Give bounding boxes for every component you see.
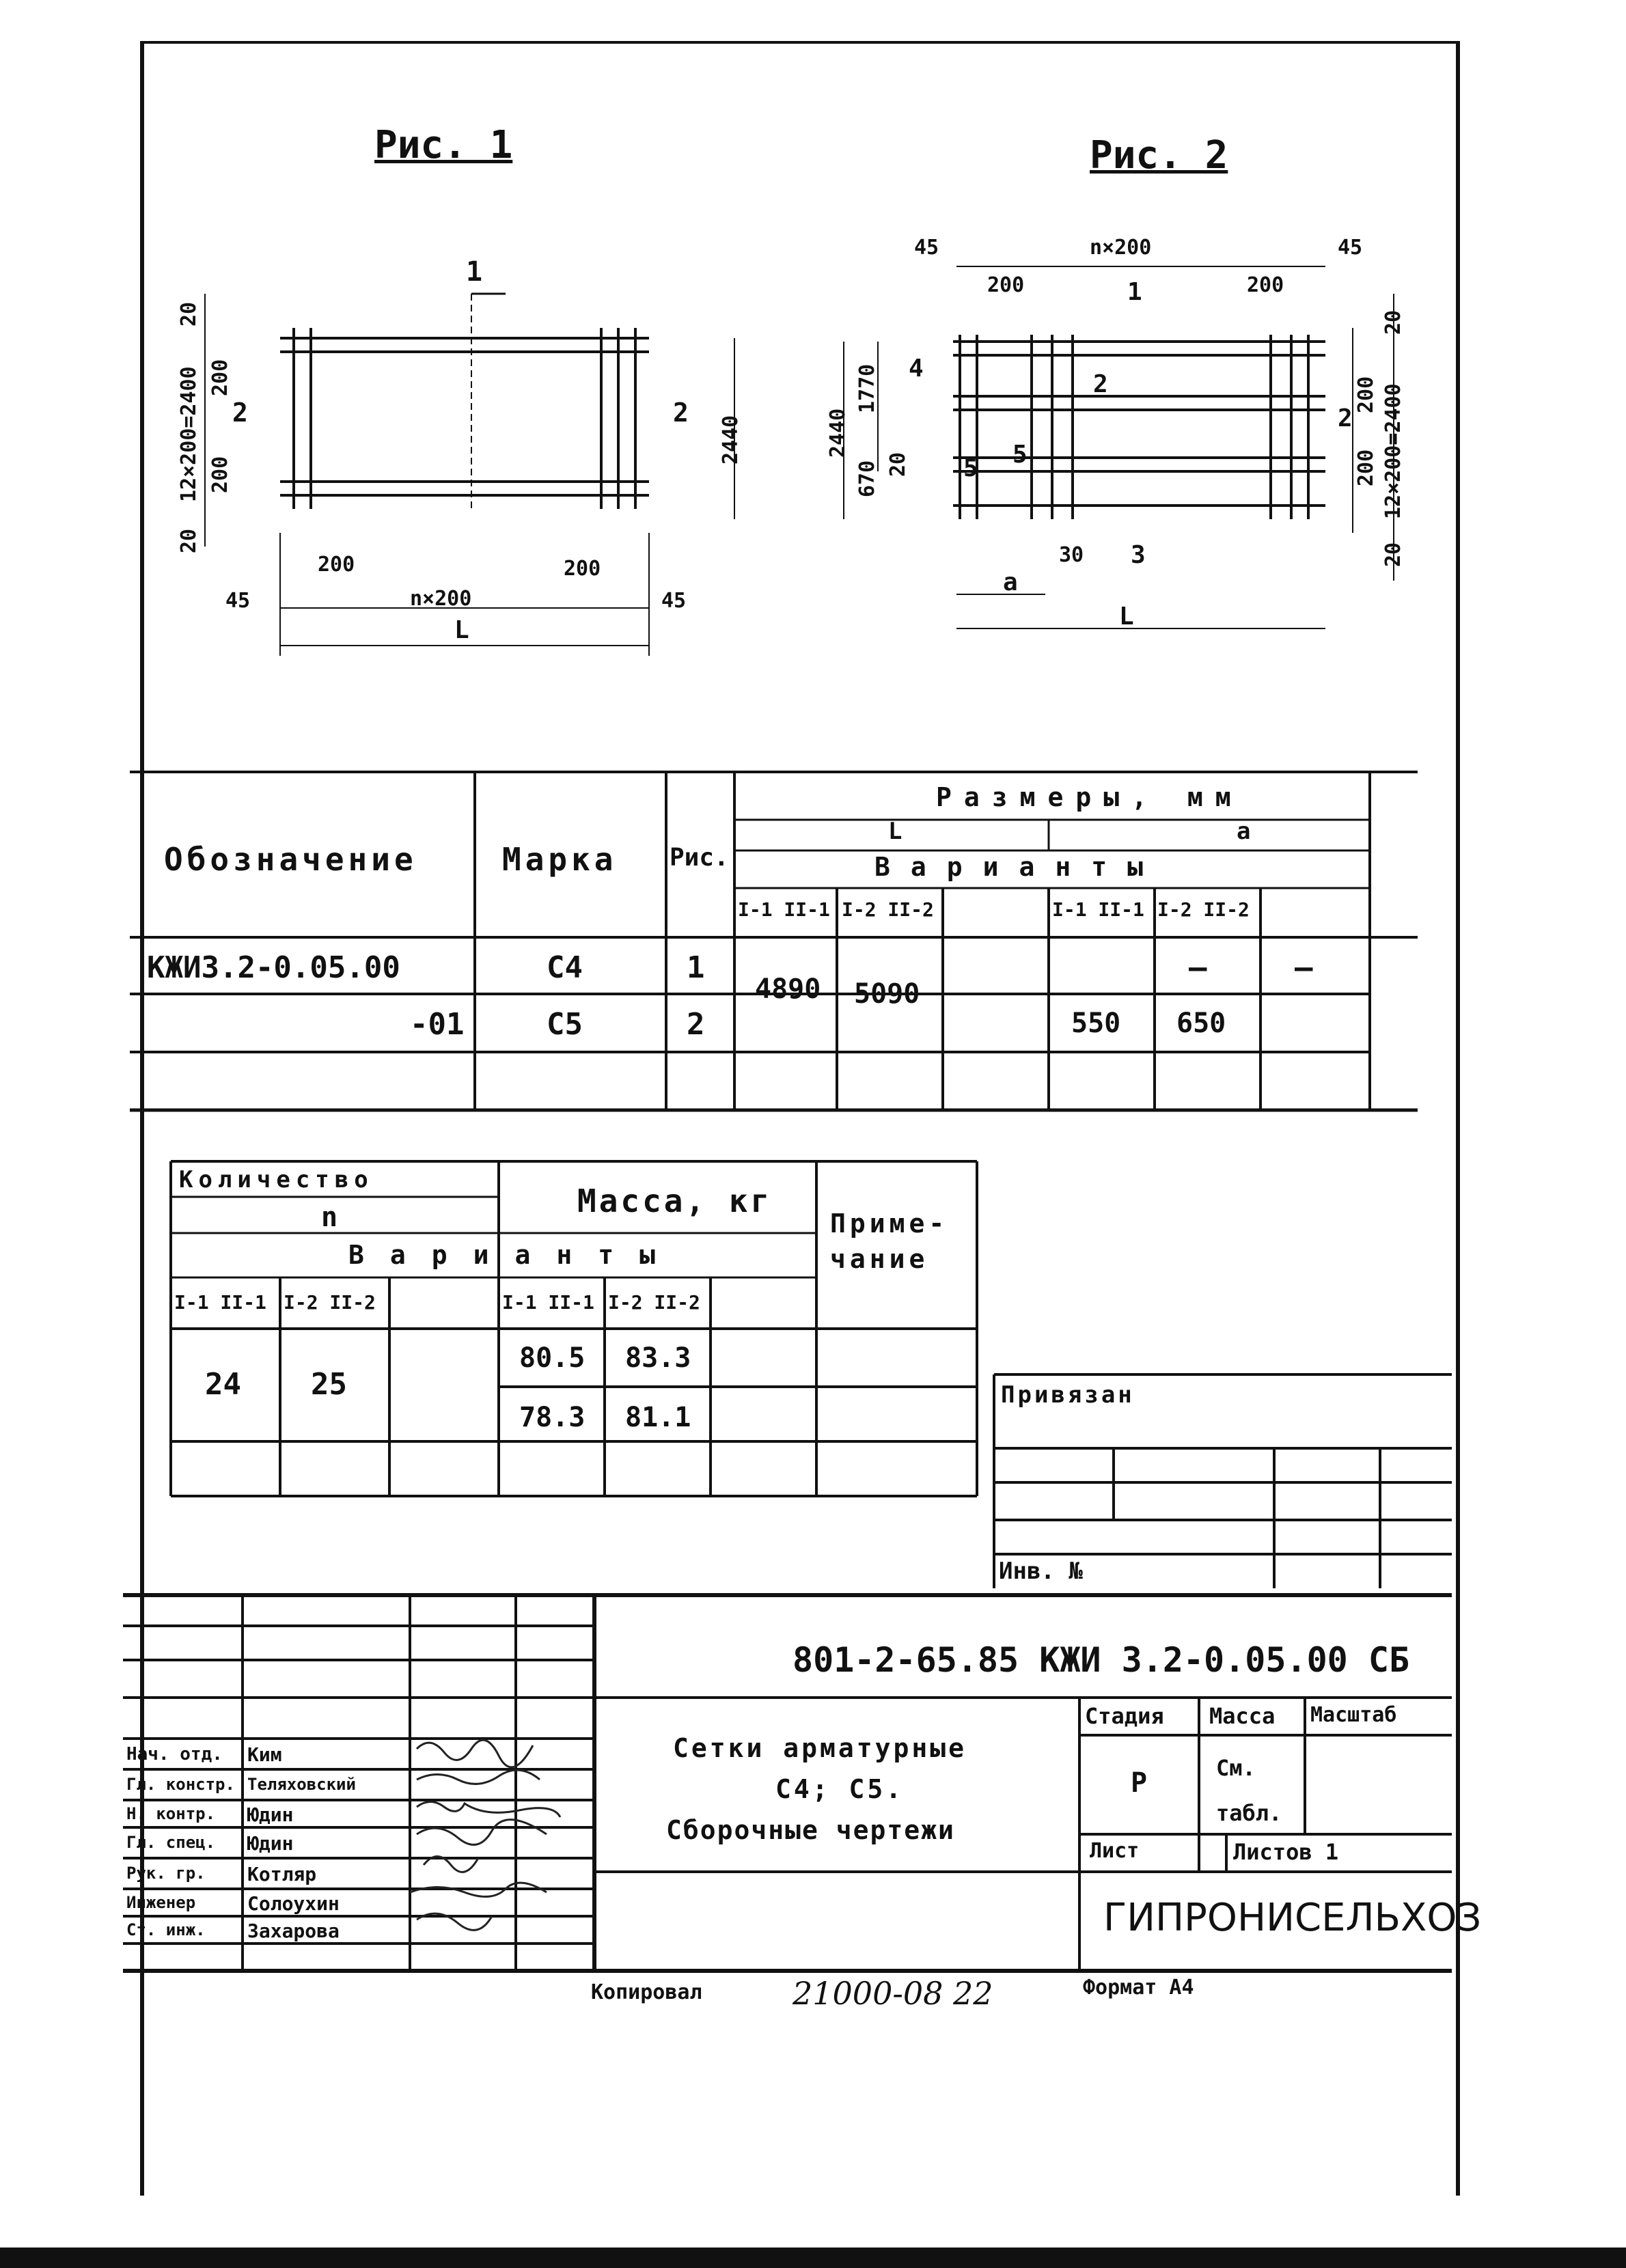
table1-header-designation: Обозначение <box>164 841 417 878</box>
signatures-image <box>410 1735 601 1974</box>
bottom-border-bar <box>0 2248 1626 2268</box>
fig2-mark-3: 3 <box>1131 541 1146 569</box>
fig1-dim-200-right: 200 <box>564 557 601 581</box>
binding-label: Привязан <box>1001 1381 1135 1409</box>
role-7: Ст. инж. <box>126 1920 206 1939</box>
table2-header-mass: Масса, кг <box>577 1183 773 1219</box>
table2-row2-mass1: 78.3 <box>519 1402 585 1433</box>
fig2-title: Рис. 2 <box>1090 133 1228 178</box>
person-4: Юдин <box>247 1832 294 1855</box>
table1-header-fig: Рис. <box>670 844 729 872</box>
person-2: Теляховский <box>247 1775 356 1794</box>
fig1-dim-200-left: 200 <box>318 553 355 577</box>
table1-row1-fig: 1 <box>687 950 705 985</box>
fig1-dim-L: L <box>454 616 469 644</box>
mass-header: Масса <box>1209 1703 1276 1729</box>
role-4: Гл. спец. <box>126 1833 216 1852</box>
table1-header-L: L <box>888 818 902 845</box>
fig1-dim-45-right: 45 <box>661 589 687 613</box>
fig2-mark-4: 4 <box>909 355 924 383</box>
fig2-dim-200-right-top: 200 <box>1354 376 1378 413</box>
table2-var-q1: I-1 II-1 <box>174 1291 266 1314</box>
table2-header-n: n <box>321 1202 338 1233</box>
fig1-dim-20-bottom: 20 <box>177 528 201 553</box>
person-7: Захарова <box>247 1920 340 1942</box>
fig2-dim-2440: 2440 <box>826 408 850 458</box>
organization-name: ГИПРОНИСЕЛЬХОЗ <box>1103 1896 1482 1940</box>
table2-n2: 25 <box>311 1367 347 1402</box>
sheets-total: Листов 1 <box>1233 1839 1339 1865</box>
fig2-dim-30: 30 <box>1059 543 1084 567</box>
table2-header-qty: Количество <box>179 1166 374 1193</box>
fig2-dim-20-top: 20 <box>1381 309 1405 335</box>
person-6: Солоухин <box>247 1892 340 1915</box>
table2-var-q2: I-2 II-2 <box>284 1291 376 1314</box>
person-1: Ким <box>247 1743 282 1766</box>
table1-L2-value: 5090 <box>854 978 920 1010</box>
fig2-mark-5b: 5 <box>1012 441 1028 469</box>
fig1-dim-left-total: 12×200=2400 <box>177 366 201 502</box>
table1-var-a1: I-1 II-1 <box>1052 898 1144 921</box>
stage-header: Стадия <box>1085 1703 1164 1729</box>
fig1-dim-200-top-left: 200 <box>208 359 232 396</box>
table1-row2-a1: 550 <box>1071 1008 1121 1039</box>
table2-var-m2: I-2 II-2 <box>608 1291 700 1314</box>
fig2-dim-45-left: 45 <box>914 236 939 260</box>
table2-header-note: Приме-чание <box>830 1208 949 1274</box>
fig2-dim-45-right: 45 <box>1338 236 1363 260</box>
fig1-mark-2-left: 2 <box>232 398 248 428</box>
document-code: 801-2-65.85 КЖИ 3.2-0.05.00 СБ <box>793 1640 1410 1680</box>
table1-row1-a1: — <box>1189 950 1207 985</box>
title-name-line3: Сборочные чертежи <box>666 1815 955 1845</box>
table1-var-L2: I-2 II-2 <box>842 898 934 921</box>
role-3: Н. контр. <box>126 1804 216 1823</box>
table1-row2-fig: 2 <box>687 1007 705 1042</box>
title-name-line1: Сетки арматурные <box>673 1733 967 1763</box>
fig1-dim-2440: 2440 <box>719 415 743 465</box>
title-name-line2: С4; С5. <box>775 1774 905 1804</box>
role-5: Рук. гр. <box>126 1864 206 1883</box>
table1-var-L1: I-1 II-1 <box>738 898 830 921</box>
fig2-dim-20-bottom: 20 <box>1381 542 1405 567</box>
fig2-dim-1770: 1770 <box>855 363 879 413</box>
fig2-dim-670: 670 <box>855 460 879 497</box>
fig2-mark-2: 2 <box>1093 370 1108 398</box>
fig2-mark-2-right: 2 <box>1338 404 1353 432</box>
fig1-dim-45-left: 45 <box>225 589 251 613</box>
fig2-dim-200-right: 200 <box>1247 273 1284 297</box>
mass-value: См. табл. <box>1216 1755 1282 1826</box>
table1-row1-designation: КЖИ3.2-0.05.00 <box>147 950 400 985</box>
fig2-dim-200-left: 200 <box>987 273 1025 297</box>
format-label: Формат А4 <box>1083 1976 1194 2000</box>
fig1-dim-200-bottom-left: 200 <box>208 456 232 493</box>
fig2-mark-1: 1 <box>1127 278 1142 306</box>
fig2-dim-L: L <box>1119 603 1134 631</box>
table1-header-a: a <box>1237 818 1251 845</box>
table1-row1-a2: — <box>1295 950 1313 985</box>
table1-row2-designation: -01 <box>410 1007 465 1042</box>
stage-value: Р <box>1131 1767 1148 1799</box>
role-6: Инженер <box>126 1893 196 1912</box>
table1-row2-mark: С5 <box>547 1007 583 1042</box>
copy-number: 21000-08 22 <box>793 1975 993 2012</box>
table1-row2-a2: 650 <box>1176 1008 1226 1039</box>
table2-header-variants: Варианты <box>348 1240 682 1270</box>
table1-var-a2: I-2 II-2 <box>1157 898 1250 921</box>
fig1-dim-20-top: 20 <box>177 301 201 327</box>
table2-var-m1: I-1 II-1 <box>502 1291 594 1314</box>
scale-header: Масштаб <box>1310 1703 1397 1727</box>
fig2-dim-200-right-bottom: 200 <box>1354 449 1378 486</box>
table1-header-sizes: Размеры, мм <box>936 782 1243 812</box>
table2-n1: 24 <box>205 1367 241 1402</box>
person-3: Юдин <box>247 1803 294 1826</box>
fig2-dim-a: a <box>1003 568 1018 596</box>
table1-header-mark: Марка <box>502 841 618 878</box>
fig1-mark-2-right: 2 <box>673 398 689 428</box>
inventory-number-label: Инв. № <box>999 1558 1083 1585</box>
role-2: Гл. констр. <box>126 1775 235 1794</box>
table2-row1-mass1: 80.5 <box>519 1342 585 1374</box>
fig1-title: Рис. 1 <box>374 123 513 167</box>
copied-label: Копировал <box>591 1980 702 2004</box>
person-5: Котляр <box>247 1863 317 1885</box>
fig1-mark-1: 1 <box>466 256 483 288</box>
fig1-dim-n200: n×200 <box>410 587 472 611</box>
table2-row1-mass2: 83.3 <box>625 1342 691 1374</box>
table1-row1-mark: С4 <box>547 950 583 985</box>
sheet-label: Лист <box>1090 1839 1140 1863</box>
role-1: Нач. отд. <box>126 1744 223 1765</box>
table1-header-variants: Варианты <box>874 852 1164 882</box>
fig2-dim-20-mid: 20 <box>886 452 910 477</box>
fig2-dim-n200: n×200 <box>1090 236 1152 260</box>
table2-row2-mass2: 81.1 <box>625 1402 691 1433</box>
table1-L1-value: 4890 <box>755 973 821 1005</box>
fig2-dim-right-total: 12×200=2400 <box>1381 383 1405 519</box>
fig2-mark-5a: 5 <box>963 454 978 482</box>
